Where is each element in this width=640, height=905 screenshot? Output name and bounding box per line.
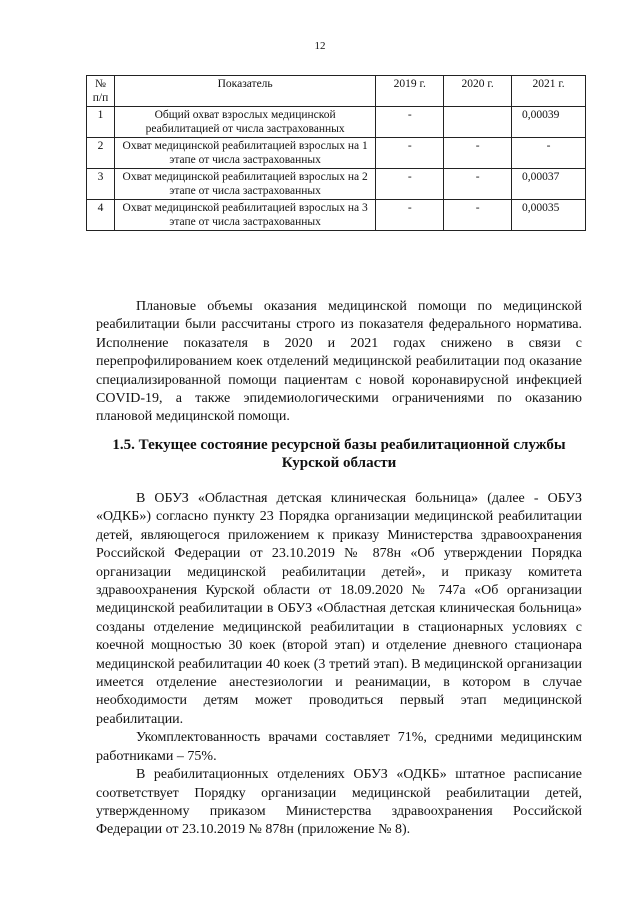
row-number: 4 [87,200,115,231]
row-value-2019: - [376,200,444,231]
row-value-2021: 0,00039 [512,107,586,138]
body-paragraph: Укомплектованность врачами составляет 71%, средними медицинским работниками – 75%. [96,730,582,764]
body-text [96,490,582,840]
plan-paragraph: Плановые объемы оказания медицинской помощи по медицинской реабилитации были рассчитаны строго из показателя федерального норматива. Исполнение показателя в 2020 и 2021 годах снижено в связи с перепрофилированием коек отделений медицинской реабилитации под оказание специализированной помощи пациентам с новой коронавирусной инфекцией COVID-19, а также эпидемиологическими ограничениями по оказанию плановой медицинской помощи. [96,299,582,425]
row-value-2020: - [444,200,512,231]
section-heading: 1.5. Текущее состояние ресурсной базы реабилитационной службы Курской области [112,437,566,471]
row-number: 1 [87,107,115,138]
row-value-2019: - [376,107,444,138]
row-value-2020: - [444,169,512,200]
row-indicator: Охват медицинской реабилитацией взрослых на 3 этапе от числа застрахованных [114,200,375,231]
row-indicator: Общий охват взрослых медицинской реабилитацией от числа застрахованных [114,107,375,138]
body-paragraph: В ОБУЗ «Областная детская клиническая больница» (далее - ОБУЗ «ОДКБ») согласно пункту 23 Порядка организации медицинской реабилитации детей, являющегося приложением к приказу Министерства здравоохранения Российской Федерации от 23.10.2019 № 878н «Об утверждении Порядка организации медицинской реабилитации детей», и приказу комитета здравоохранения Курской области от 18.09.2020 № 747а «Об организации медицинской реабилитации в ОБУЗ «Областная детская клиническая больница» созданы отделение медицинской реабилитации в стационарных условиях с коечной мощностью 30 коек (второй этап) и отделение дневного стационара медицинской реабилитации 40 коек (3 третий этап). В медицинской организации имеется отделение анестезиологии и реанимации, в котором в случае необходимости детям может проводиться первый этап медицинской реабилитации. [96,491,582,727]
table-row [87,107,586,138]
table-row [87,200,586,231]
header-2019: 2019 г. [376,76,444,107]
table-row [87,138,586,169]
table-header-row [87,76,586,107]
plan-paragraph-block [96,298,582,427]
body-paragraph: В реабилитационных отделениях ОБУЗ «ОДКБ» штатное расписание соответствует Порядку организации медицинской реабилитации детей, утвержденному приказом Министерства здравоохранения Российской Федерации от 23.10.2019 № 878н (приложение № 8). [96,767,582,838]
row-value-2019: - [376,138,444,169]
row-number: 3 [87,169,115,200]
header-indicator: Показатель [114,76,375,107]
row-number: 2 [87,138,115,169]
row-value-2021: - [512,138,586,169]
header-num: № п/п [87,76,115,107]
row-indicator: Охват медицинской реабилитацией взрослых на 2 этапе от числа застрахованных [114,169,375,200]
row-value-2020: - [444,138,512,169]
row-value-2019: - [376,169,444,200]
row-value-2021: 0,00035 [512,200,586,231]
header-2020: 2020 г. [444,76,512,107]
indicator-table [86,75,586,231]
header-2021: 2021 г. [512,76,586,107]
row-value-2021: 0,00037 [512,169,586,200]
row-value-2020 [444,107,512,138]
row-indicator: Охват медицинской реабилитацией взрослых на 1 этапе от числа застрахованных [114,138,375,169]
table-row [87,169,586,200]
page-number: 12 [314,40,326,52]
